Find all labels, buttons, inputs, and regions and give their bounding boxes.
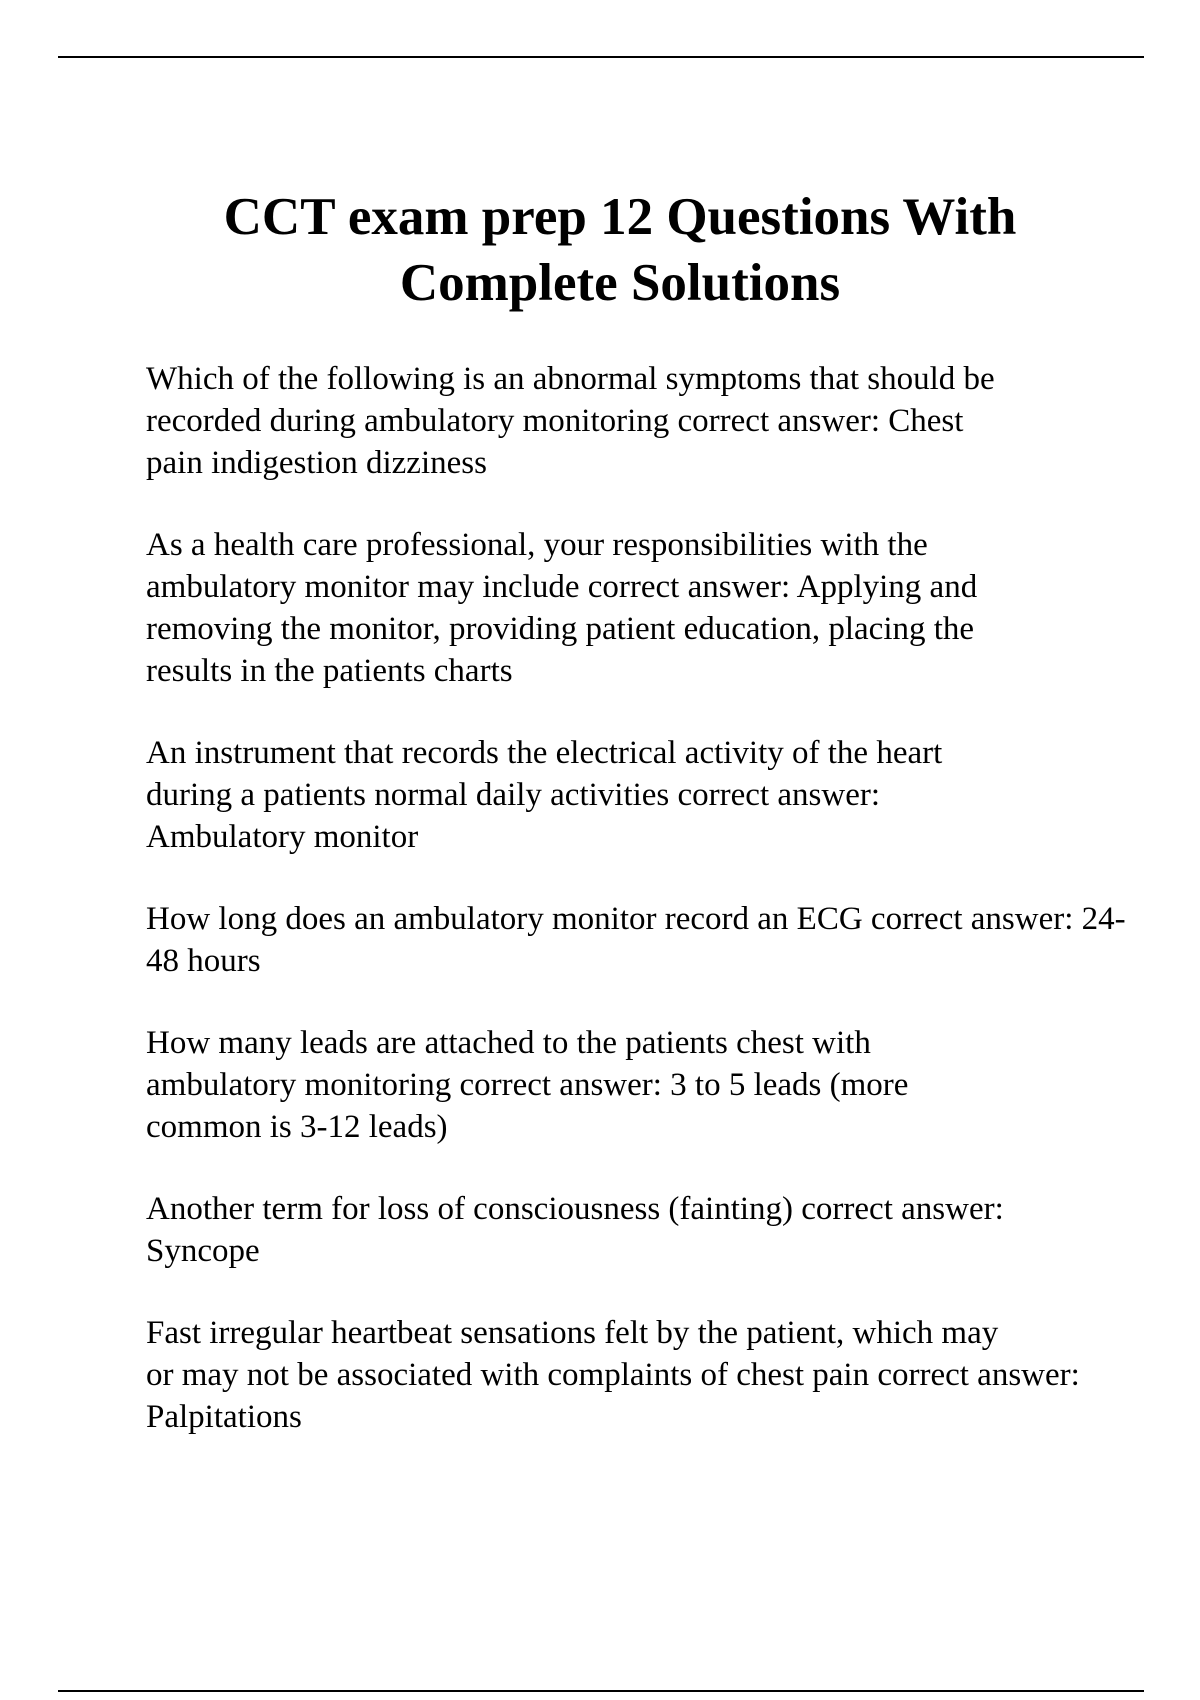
qa-item-4 — [146, 898, 1146, 982]
qa-item-7 — [146, 1312, 1146, 1438]
qa-item-5 — [146, 1022, 1146, 1148]
answer-text: Ambulatory monitor — [146, 819, 419, 855]
question-answer-list — [146, 358, 1146, 1478]
answer-text: Palpitations — [146, 1399, 302, 1435]
question-text: Which of the following is an abnormal symptoms that should be recorded during ambulatory monitoring — [146, 361, 995, 439]
question-text: An instrument that records the electrical activity of the heart during a patients normal daily activities — [146, 735, 943, 813]
qa-item-1 — [146, 358, 1146, 484]
answer-text: 3 to 5 leads (more common is 3-12 leads) — [146, 1067, 909, 1145]
document-title-line-2: Complete Solutions — [399, 254, 841, 312]
qa-item-6 — [146, 1188, 1146, 1272]
answer-marker: correct answer: — [677, 403, 880, 439]
header-rule — [58, 56, 1144, 58]
answer-text: Chest pain indigestion dizziness — [146, 403, 964, 481]
question-text: Fast irregular heartbeat sensations felt by the patient, which may or may not be associated with complaints of chest pain — [146, 1315, 999, 1393]
answer-marker: correct answer: — [870, 901, 1074, 937]
qa-item-3 — [146, 732, 1146, 858]
answer-marker: correct answer: — [587, 569, 791, 605]
qa-item-2 — [146, 524, 1146, 692]
question-text: How long does an ambulatory monitor record an ECG — [146, 901, 863, 937]
answer-text: Applying and removing the monitor, providing patient education, placing the results in the patients charts — [146, 569, 978, 689]
footer-rule — [58, 1690, 1144, 1692]
answer-marker: correct answer: — [877, 1357, 1080, 1393]
question-text: How many leads are attached to the patients chest with ambulatory monitoring — [146, 1025, 871, 1103]
answer-marker: correct answer: — [459, 1067, 662, 1103]
answer-marker: correct answer: — [801, 1191, 1004, 1227]
question-text: As a health care professional, your responsibilities with the ambulatory monitor may include — [146, 527, 928, 605]
answer-text: 24-48 hours — [146, 901, 1126, 979]
document-title — [100, 184, 1140, 316]
answer-marker: correct answer: — [677, 777, 880, 813]
answer-text: Syncope — [146, 1233, 260, 1269]
document-title-line-1: CCT exam prep 12 Questions With — [223, 188, 1017, 246]
question-text: Another term for loss of consciousness (fainting) — [146, 1191, 794, 1227]
